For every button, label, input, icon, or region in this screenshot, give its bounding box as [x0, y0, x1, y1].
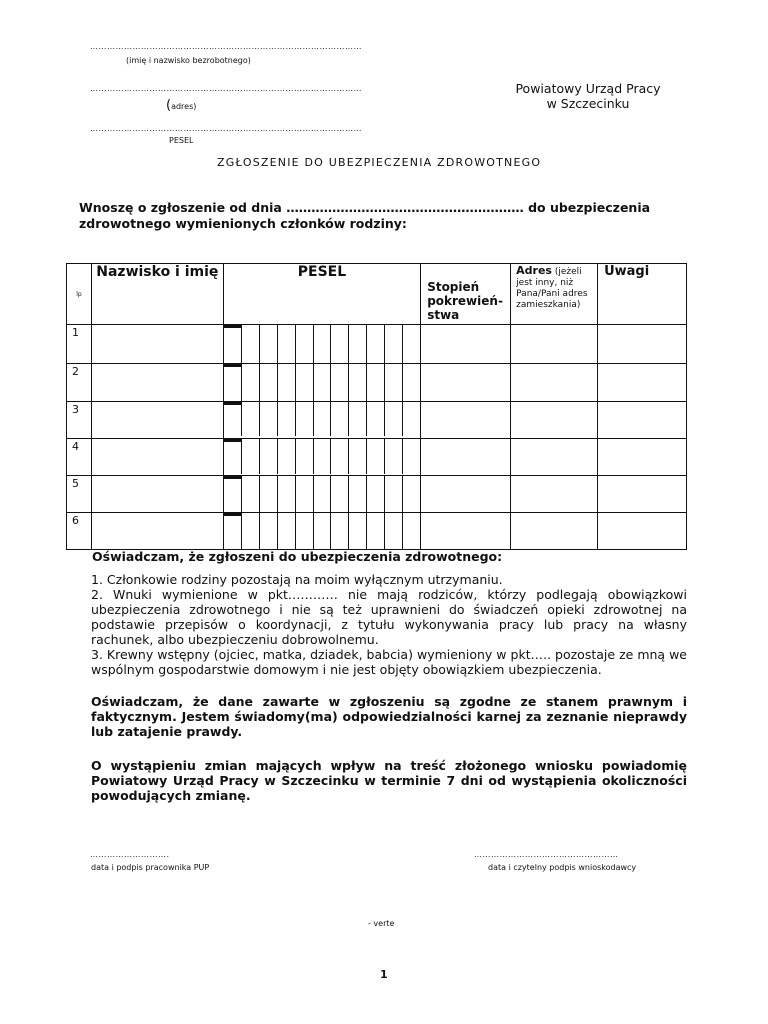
pesel-digit-cell[interactable] — [260, 513, 278, 549]
pesel-cell — [223, 476, 420, 513]
pesel-digit-cell[interactable] — [242, 325, 260, 363]
pesel-digit-cell[interactable] — [260, 364, 278, 401]
page-number: 1 — [380, 968, 388, 981]
row-number: 6 — [67, 513, 92, 550]
notes-cell[interactable] — [598, 476, 687, 513]
pesel-cell — [223, 364, 420, 402]
pesel-digit-cell[interactable] — [385, 325, 403, 363]
pesel-digit-cell[interactable] — [242, 439, 260, 474]
notes-cell[interactable] — [598, 513, 687, 550]
table-row — [67, 402, 687, 439]
name-cell[interactable] — [91, 439, 223, 476]
row-number: 1 — [67, 325, 92, 364]
degree-cell[interactable] — [421, 439, 511, 476]
pesel-digit-cell[interactable] — [314, 439, 332, 474]
pesel-digit-cell[interactable] — [260, 439, 278, 474]
notes-cell[interactable] — [598, 325, 687, 364]
pesel-digit-cell[interactable] — [403, 364, 420, 401]
pesel-digit-cell[interactable] — [331, 364, 349, 401]
pesel-line[interactable]: …………………………………………………………………………………… — [90, 124, 362, 133]
pesel-digit-cell[interactable] — [242, 513, 260, 549]
pesel-digit-cell[interactable] — [278, 364, 296, 401]
table-row — [67, 513, 687, 550]
applicant-signature-line[interactable]: …………………………………………… — [474, 850, 619, 859]
pesel-digit-cell[interactable] — [367, 476, 385, 512]
applicant-signature-caption: data i czytelny podpis wnioskodawcy — [488, 863, 637, 872]
pesel-cell — [223, 439, 420, 476]
notes-cell[interactable] — [598, 364, 687, 402]
declaration-heading: Oświadczam, że zgłoszeni do ubezpieczenia zdrowotnego: — [92, 549, 503, 564]
pesel-digit-cell[interactable] — [242, 364, 260, 401]
degree-cell[interactable] — [421, 402, 511, 439]
col-address-header: Adres (jeżeli jest inny, niż Pana/Pani adres zamieszkania) — [511, 264, 598, 325]
row-number: 4 — [67, 439, 92, 476]
pesel-digit-cell[interactable] — [367, 402, 385, 436]
address-cell[interactable] — [511, 402, 598, 439]
pesel-digit-cell[interactable] — [278, 513, 296, 549]
pesel-digit-cell[interactable] — [278, 325, 296, 363]
pesel-digit-cell[interactable] — [385, 513, 403, 549]
pesel-digit-cell[interactable] — [296, 476, 314, 512]
name-cell[interactable] — [91, 364, 223, 402]
name-line[interactable]: …………………………………………………………………………………… — [90, 42, 362, 51]
pesel-digit-cell[interactable] — [296, 325, 314, 363]
pesel-digit-cell[interactable] — [224, 439, 242, 474]
pesel-digit-cell[interactable] — [331, 476, 349, 512]
pesel-digit-cell[interactable] — [349, 325, 367, 363]
notify-declaration: O wystąpieniu zmian mających wpływ na treść złożonego wniosku powiadomię Powiatowy Urząd Pracy w Szczecinku w terminie 7 dni od wystąpienia okoliczności powodujących zmianę. — [91, 758, 687, 803]
col-degree-header: Stopień pokrewień-stwa — [421, 264, 511, 325]
address-cell[interactable] — [511, 439, 598, 476]
pup-signature-caption: data i podpis pracownika PUP — [91, 863, 210, 872]
pesel-digit-cell[interactable] — [314, 476, 332, 512]
pesel-digit-cell[interactable] — [367, 439, 385, 474]
pesel-digit-cell[interactable] — [331, 439, 349, 474]
pesel-digit-cell[interactable] — [403, 325, 420, 363]
pesel-digit-cell[interactable] — [296, 402, 314, 436]
pesel-digit-cell[interactable] — [278, 439, 296, 474]
pesel-digit-cell[interactable] — [385, 364, 403, 401]
truth-declaration: Oświadczam, że dane zawarte w zgłoszeniu są zgodne ze stanem prawnym i faktycznym. Jestem świadomy(ma) odpowiedzialności karnej za zeznanie nieprawdy lub zatajenie prawdy. — [91, 694, 687, 739]
address-caption: (adres) — [166, 98, 197, 113]
pesel-digit-cell[interactable] — [349, 439, 367, 474]
table-row — [67, 325, 687, 364]
col-pesel-header: PESEL — [223, 264, 420, 325]
family-members-table — [66, 263, 687, 550]
name-cell[interactable] — [91, 402, 223, 439]
name-caption: (imię i nazwisko bezrobotnego) — [126, 56, 251, 65]
pesel-digit-cell[interactable] — [403, 439, 420, 474]
col-name-header: Nazwisko i imię — [91, 264, 223, 325]
office-address: Powiatowy Urząd Pracy w Szczecinku — [515, 81, 661, 111]
notes-cell[interactable] — [598, 439, 687, 476]
pesel-digit-cell[interactable] — [224, 402, 242, 436]
pesel-cell — [223, 402, 420, 439]
declaration-item-3: 3. Krewny wstępny (ojciec, matka, dziadek, babcia) wymieniony w pkt.…. pozostaje ze mną we wspólnym gospodarstwie domowym i nie jest objęty obowiązkiem ubezpieczenia. — [91, 647, 687, 677]
degree-cell[interactable] — [421, 513, 511, 550]
verte-note: - verte — [368, 919, 395, 928]
row-number: 2 — [67, 364, 92, 402]
pesel-digit-cell[interactable] — [242, 476, 260, 512]
declaration-item-2: 2. Wnuki wymienione w pkt………… nie mają rodziców, którzy podlegają obowiązkowi ubezpieczenia zdrowotnego i nie są też uprawnieni do świadczeń opieki zdrowotnej na podstawie przepisów o koordynacji, z tytułu wykonywania pracy lub pracy na własny rachunek, albo ubezpieczeniu dobrowolnemu. — [91, 587, 687, 647]
document-title: ZGŁOSZENIE DO UBEZPIECZENIA ZDROWOTNEGO — [217, 156, 542, 169]
address-cell[interactable] — [511, 476, 598, 513]
pesel-digit-cell[interactable] — [385, 439, 403, 474]
col-notes-header: Uwagi — [598, 264, 687, 325]
pesel-digit-cell[interactable] — [278, 476, 296, 512]
pesel-digit-cell[interactable] — [367, 513, 385, 549]
pesel-digit-cell[interactable] — [385, 402, 403, 436]
table-row — [67, 439, 687, 476]
address-cell[interactable] — [511, 513, 598, 550]
pesel-digit-cell[interactable] — [242, 402, 260, 436]
pesel-digit-cell[interactable] — [331, 513, 349, 549]
pesel-digit-cell[interactable] — [314, 325, 332, 363]
row-number: 3 — [67, 402, 92, 439]
notes-cell[interactable] — [598, 402, 687, 439]
pesel-digit-cell[interactable] — [314, 402, 332, 436]
pesel-digit-cell[interactable] — [349, 476, 367, 512]
pesel-cell — [223, 325, 420, 364]
pesel-digit-cell[interactable] — [224, 325, 242, 363]
pesel-caption: PESEL — [169, 136, 194, 145]
pesel-digit-cell[interactable] — [296, 364, 314, 401]
col-lp-header: lp — [67, 264, 92, 325]
intro-text: Wnoszę o zgłoszenie od dnia ………………………………………………… do ubezpieczenia zdrowotnego wymienionych członków rodziny: — [79, 200, 651, 231]
name-cell[interactable] — [91, 476, 223, 513]
degree-cell[interactable] — [421, 364, 511, 402]
address-line[interactable]: …………………………………………………………………………………… — [90, 84, 362, 93]
pesel-digit-cell[interactable] — [314, 513, 332, 549]
pesel-digit-cell[interactable] — [296, 513, 314, 549]
pesel-digit-cell[interactable] — [349, 364, 367, 401]
declaration-items — [91, 572, 687, 677]
declaration-item-1: 1. Członkowie rodziny pozostają na moim wyłącznym utrzymaniu. — [91, 572, 503, 587]
pesel-digit-cell[interactable] — [403, 513, 420, 549]
pesel-digit-cell[interactable] — [278, 402, 296, 436]
pesel-cell — [223, 513, 420, 550]
pesel-digit-cell[interactable] — [224, 513, 242, 549]
pesel-digit-cell[interactable] — [403, 476, 420, 512]
degree-cell[interactable] — [421, 476, 511, 513]
pesel-digit-cell[interactable] — [224, 364, 242, 401]
pesel-digit-cell[interactable] — [385, 476, 403, 512]
pesel-digit-cell[interactable] — [349, 513, 367, 549]
pesel-digit-cell[interactable] — [367, 364, 385, 401]
pup-signature-line[interactable]: ………………………. — [90, 850, 170, 859]
name-cell[interactable] — [91, 513, 223, 550]
pesel-digit-cell[interactable] — [331, 402, 349, 436]
name-cell[interactable] — [91, 325, 223, 364]
pesel-digit-cell[interactable] — [367, 325, 385, 363]
degree-cell[interactable] — [421, 325, 511, 364]
pesel-digit-cell[interactable] — [260, 476, 278, 512]
pesel-digit-cell[interactable] — [403, 402, 420, 436]
table-row — [67, 476, 687, 513]
pesel-digit-cell[interactable] — [331, 325, 349, 363]
address-cell[interactable] — [511, 364, 598, 402]
pesel-digit-cell[interactable] — [296, 439, 314, 474]
pesel-digit-cell[interactable] — [224, 476, 242, 512]
row-number: 5 — [67, 476, 92, 513]
pesel-digit-cell[interactable] — [260, 325, 278, 363]
table-header-row — [67, 264, 687, 325]
address-cell[interactable] — [511, 325, 598, 364]
pesel-digit-cell[interactable] — [349, 402, 367, 436]
table-row — [67, 364, 687, 402]
pesel-digit-cell[interactable] — [260, 402, 278, 436]
pesel-digit-cell[interactable] — [314, 364, 332, 401]
